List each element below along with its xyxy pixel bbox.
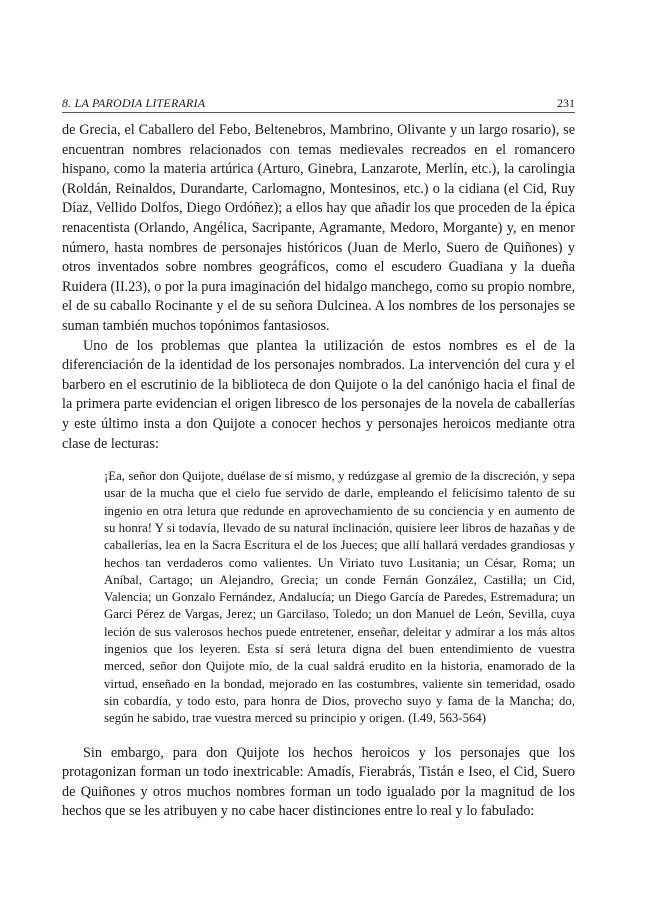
paragraph: Uno de los problemas que plantea la utilización de estos nombres es el de la diferenciación de la identidad de los personajes nombrados. La intervención del cura y el barbero en el escrutinio de la biblioteca de don Quijote o la del canónigo hacia el final de la primera parte evidencian el origen libresco de los personajes de la novela de caballerías y este último insta a don Quijote a conocer hechos y personajes heroicos mediante otra clase de lecturas: <box>62 337 575 452</box>
page-number: 231 <box>557 96 575 110</box>
paragraph: Sin embargo, para don Quijote los hechos heroicos y los personajes que los protagonizan forman un todo inextricable: Amadís, Fierabrás, Tistán e Iseo, el Cid, Suero de Quiñones y otros muchos nombres forman un todo igualado por la magnitud de los hechos que se les atribuyen y no cabe hacer distinciones entre lo real y lo fabulado: <box>62 744 575 820</box>
paragraph-continued: de Grecia, el Caballero del Febo, Beltenebros, Mambrino, Olivante y un largo rosario), se encuentran nombres relacionados con temas medievales recreados en el romancero hispano, como la materia artúrica (Arturo, Ginebra, Lanzarote, Merlín, etc.), la carolingia (Roldán, Reinaldos, Durandarte, Carlomagno, Montesinos, etc.) o la cidiana (el Cid, Ruy Díaz, Vellido Dolfos, Diego Ordóñez); a ellos hay que añadir los que proceden de la épica renacentista (Orlando, Angélica, Sacripante, Agramante, Medoro, Morgante) y, en menor número, hasta nombres de personajes históricos (Juan de Merlo, Suero de Quiñones) y otros inventados sobre nombres geográficos, como el escudero Guadiana y la dueña Ruidera (II.23), o por la pura imaginación del hidalgo manchego, como su propio nombre, el de su caballo Rocinante y el de su señora Dulcinea. A los nombres de los personajes se suman también muchos topónimos fantasiosos. <box>62 122 575 334</box>
running-title: 8. LA PARODIA LITERARIA <box>62 96 206 110</box>
running-head <box>62 96 575 113</box>
block-quote: ¡Ea, señor don Quijote, duélase de sí mismo, y redúzgase al gremio de la discreción, y sepa usar de la mucha que el cielo fue servido de darle, empleando el felicísimo talento de su ingenio en otra letura que redunde en aprovechamiento de su conciencia y en aumento de su honra! Y si todavía, llevado de su natural inclinación, quisiere leer libros de hazañas y de caballerías, lea en la Sacra Escritura el de los Jueces; que allí hallará verdades grandiosas y hechos tan verdaderos como valientes. Un Viriato tuvo Lusitania; un César, Roma; un Aníbal, Cartago; un Alejandro, Grecia; un conde Fernán González, Castilla; un Cid, Valencia; un Gonzalo Fernández, Andalucía; un Diego García de Paredes, Estremadura; un Garci Pérez de Vargas, Jerez; un Garcilaso, Toledo; un don Manuel de León, Sevilla, cuya leción de sus valerosos hechos puede entretener, enseñar, deleitar y admirar a los más altos ingenios que los leyeren. Esta sí será letura digna del buen entendimiento de vuestra merced, señor don Quijote mío, de la cual saldrá erudito en la historia, enamorado de la virtud, enseñado en la bondad, mejorado en las costumbres, valiente sin temeridad, osado sin cobardía, y todo esto, para honra de Dios, provecho suyo y fama de la Mancha; do, según he sabido, trae vuestra merced su principio y origen. (I.49, 563-564) <box>104 469 575 726</box>
body-text <box>62 121 575 822</box>
